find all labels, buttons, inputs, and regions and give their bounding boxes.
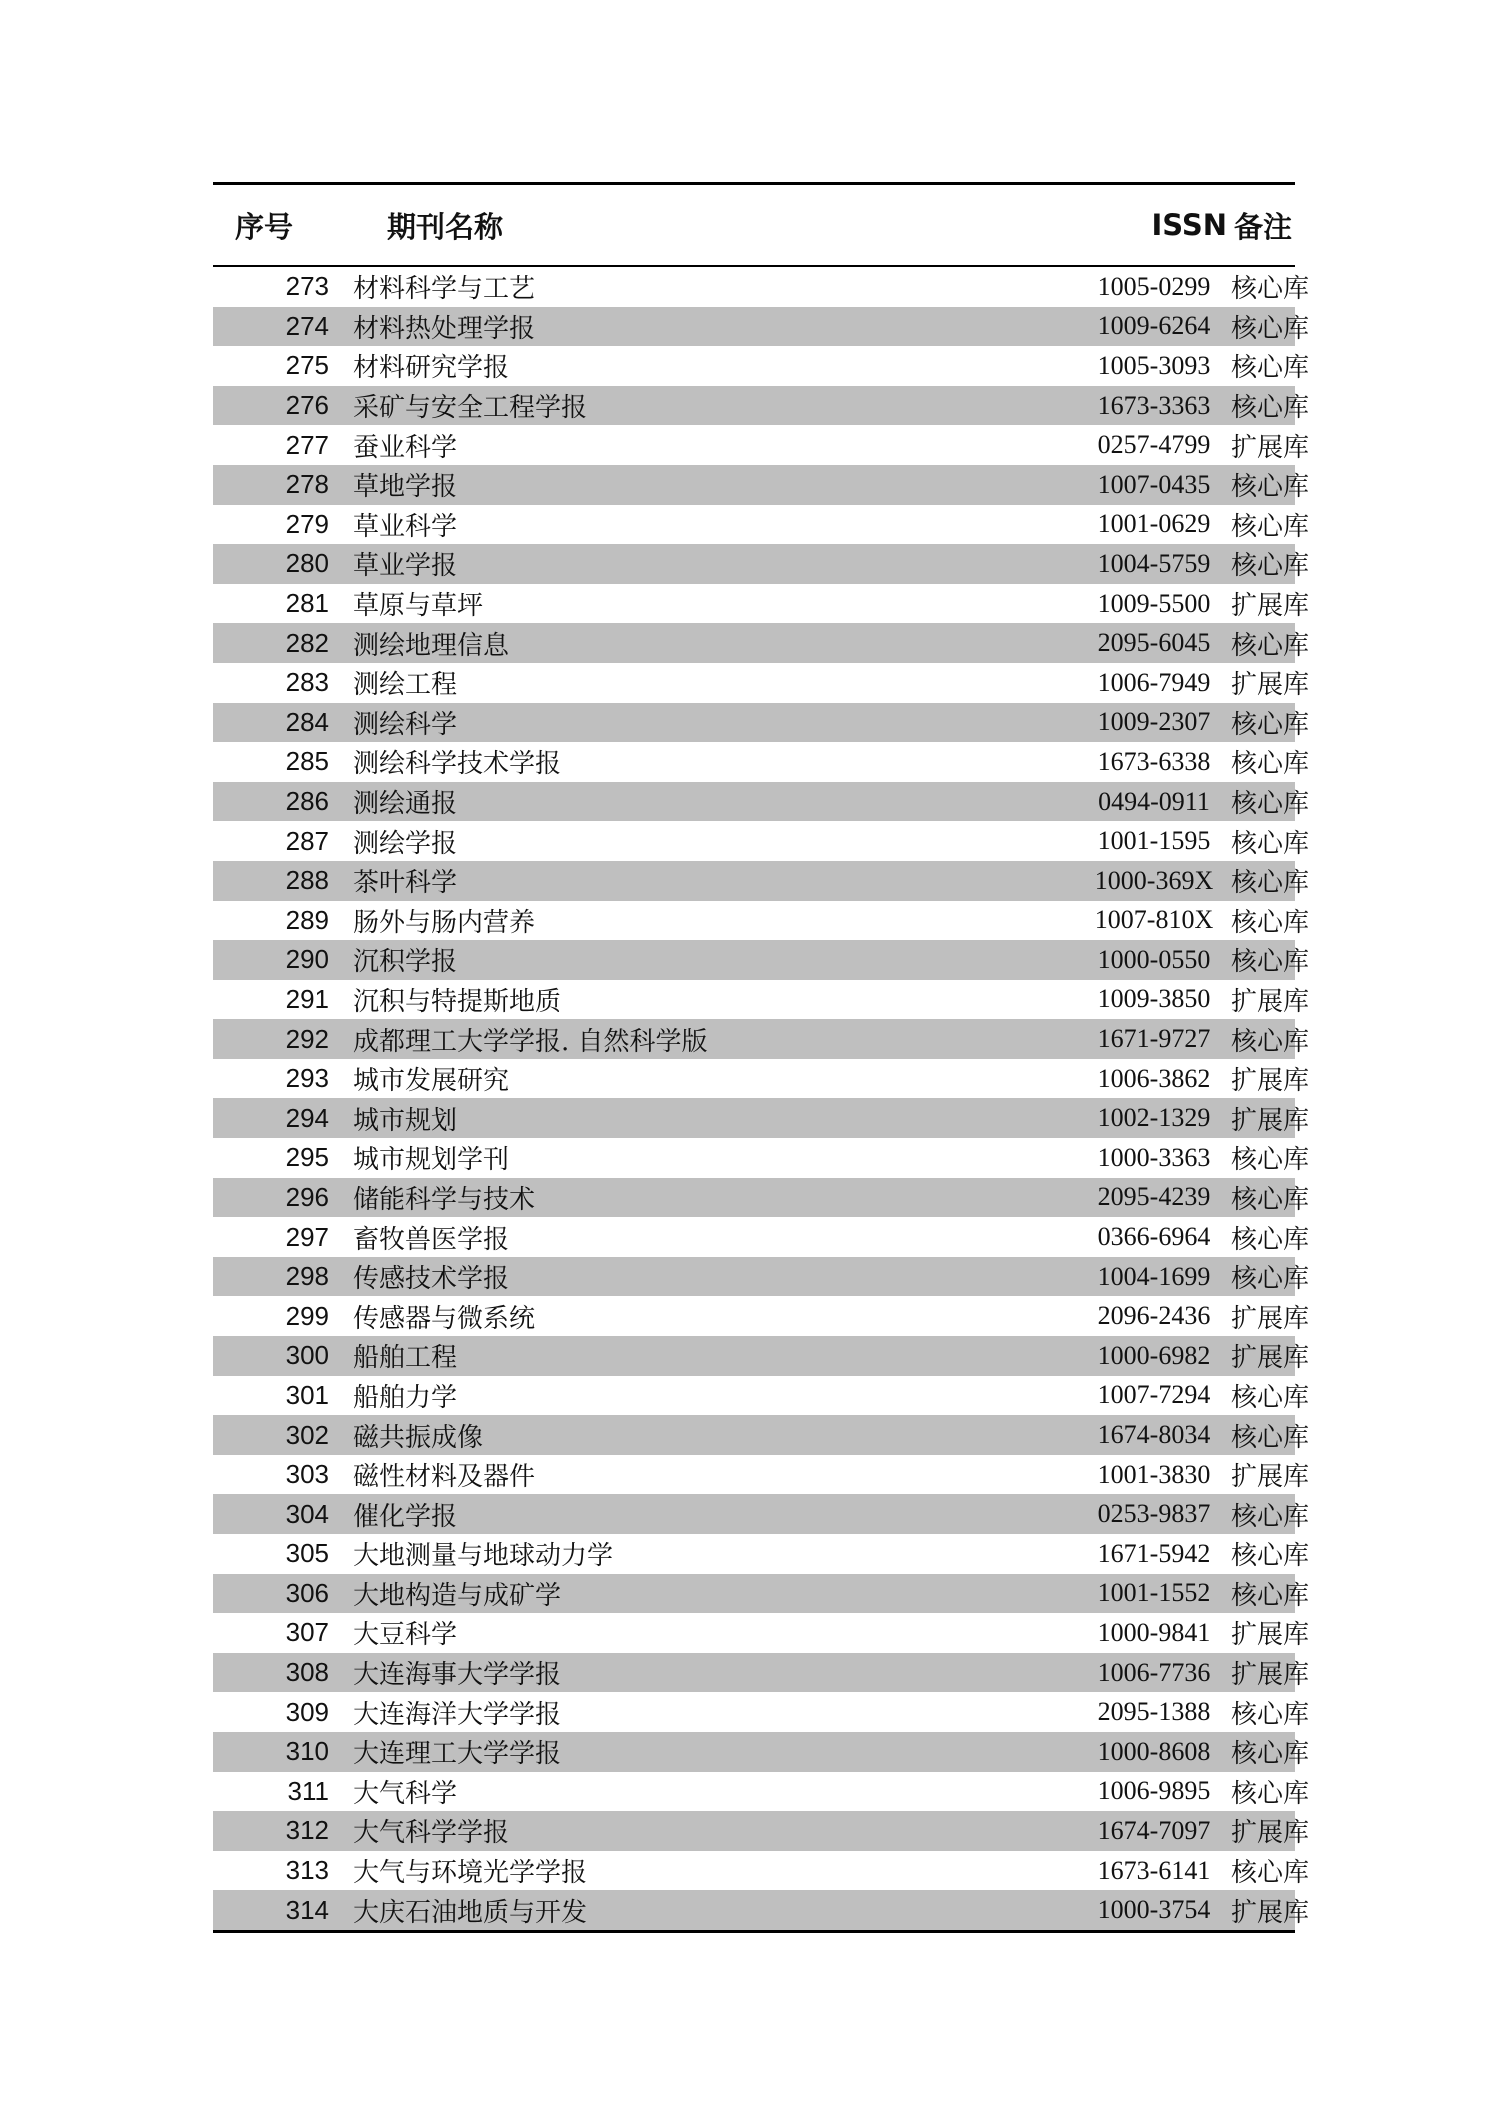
journal-name-cell: 催化学报 bbox=[335, 1494, 1077, 1534]
serial-number-cell: 307 bbox=[285, 1617, 329, 1648]
table-row bbox=[213, 980, 1295, 1020]
issn-cell: 1007-810X bbox=[1094, 905, 1214, 935]
remark-cell: 扩展库 bbox=[1231, 1303, 1310, 1334]
journal-name-cell: 测绘科学 bbox=[335, 703, 1077, 743]
journal-name-cell: 成都理工大学学报. 自然科学版 bbox=[335, 1019, 1077, 1059]
issn-cell: 1004-5759 bbox=[1077, 544, 1231, 584]
remark-cell: 扩展库 bbox=[1231, 1462, 1310, 1493]
issn-cell: 1673-6141 bbox=[1097, 1855, 1211, 1885]
journal-name-cell: 沉积学报 bbox=[335, 940, 1077, 980]
table-row bbox=[213, 703, 1295, 743]
serial-number-cell: 288 bbox=[213, 861, 335, 901]
table-row bbox=[213, 940, 1295, 980]
serial-number-cell: 301 bbox=[285, 1379, 329, 1410]
table-row bbox=[213, 1059, 1295, 1099]
table-row bbox=[213, 1494, 1295, 1534]
issn-cell: 1005-0299 bbox=[1097, 271, 1211, 301]
journal-name-cell: 测绘工程 bbox=[353, 670, 458, 701]
journal-name-cell: 测绘地理信息 bbox=[335, 623, 1077, 663]
serial-number-cell: 313 bbox=[285, 1855, 329, 1886]
header-row bbox=[213, 184, 1295, 267]
serial-number-cell: 275 bbox=[285, 350, 329, 381]
remark-cell: 核心库 bbox=[1231, 511, 1310, 542]
serial-number-cell: 291 bbox=[285, 983, 329, 1014]
issn-cell: 1001-1595 bbox=[1097, 826, 1211, 856]
table-row bbox=[213, 1851, 1295, 1891]
serial-number-cell: 310 bbox=[213, 1732, 335, 1772]
remark-cell: 扩展库 bbox=[1231, 670, 1310, 701]
remark-cell: 核心库 bbox=[1231, 1382, 1310, 1413]
issn-cell: 2095-1388 bbox=[1097, 1697, 1211, 1727]
header-serial-number: 序号 bbox=[213, 184, 335, 267]
journal-name-cell: 大豆科学 bbox=[353, 1620, 458, 1651]
issn-cell: 1009-3850 bbox=[1097, 984, 1211, 1014]
table-row bbox=[213, 1098, 1295, 1138]
remark-cell: 核心库 bbox=[1231, 1541, 1310, 1572]
table-row bbox=[213, 1455, 1295, 1495]
table-row bbox=[213, 465, 1295, 505]
table-row bbox=[213, 901, 1295, 941]
serial-number-cell: 294 bbox=[213, 1098, 335, 1138]
remark-cell: 核心库 bbox=[1231, 1858, 1310, 1889]
table-row bbox=[213, 1534, 1295, 1574]
remark-cell: 扩展库 bbox=[1231, 1653, 1295, 1693]
remark-cell: 扩展库 bbox=[1231, 432, 1310, 463]
remark-cell: 扩展库 bbox=[1231, 1890, 1295, 1931]
table-row bbox=[213, 1692, 1295, 1732]
remark-cell: 扩展库 bbox=[1231, 1811, 1295, 1851]
serial-number-cell: 277 bbox=[285, 429, 329, 460]
journal-name-cell: 材料科学与工艺 bbox=[353, 274, 536, 305]
issn-cell: 1006-7736 bbox=[1077, 1653, 1231, 1693]
journal-name-cell: 城市规划学刊 bbox=[353, 1145, 510, 1176]
serial-number-cell: 279 bbox=[285, 508, 329, 539]
table-row bbox=[213, 1257, 1295, 1297]
table-row bbox=[213, 307, 1295, 347]
journal-name-cell: 大连海事大学学报 bbox=[335, 1653, 1077, 1693]
issn-cell: 1673-6338 bbox=[1097, 746, 1211, 776]
table-row bbox=[213, 584, 1295, 624]
serial-number-cell: 309 bbox=[285, 1696, 329, 1727]
issn-cell: 1674-7097 bbox=[1077, 1811, 1231, 1851]
serial-number-cell: 297 bbox=[285, 1221, 329, 1252]
remark-cell: 核心库 bbox=[1231, 1699, 1310, 1730]
remark-cell: 核心库 bbox=[1231, 353, 1310, 384]
serial-number-cell: 293 bbox=[285, 1063, 329, 1094]
remark-cell: 核心库 bbox=[1231, 782, 1295, 822]
journal-name-cell: 材料热处理学报 bbox=[335, 307, 1077, 347]
table-row bbox=[213, 782, 1295, 822]
journal-table bbox=[213, 182, 1310, 1933]
table-row bbox=[213, 1653, 1295, 1693]
serial-number-cell: 292 bbox=[213, 1019, 335, 1059]
serial-number-cell: 303 bbox=[285, 1459, 329, 1490]
table-row bbox=[213, 861, 1295, 901]
serial-number-cell: 281 bbox=[285, 588, 329, 619]
serial-number-cell: 312 bbox=[213, 1811, 335, 1851]
remark-cell: 核心库 bbox=[1231, 623, 1295, 663]
table-row bbox=[213, 623, 1295, 663]
issn-cell: 1001-0629 bbox=[1097, 509, 1211, 539]
issn-cell: 1000-3754 bbox=[1077, 1890, 1231, 1931]
table-row bbox=[213, 742, 1295, 782]
issn-cell: 1001-3830 bbox=[1097, 1459, 1211, 1489]
serial-number-cell: 283 bbox=[285, 667, 329, 698]
issn-cell: 1007-7294 bbox=[1097, 1380, 1211, 1410]
serial-number-cell: 308 bbox=[213, 1653, 335, 1693]
serial-number-cell: 300 bbox=[213, 1336, 335, 1376]
table-row bbox=[213, 1732, 1295, 1772]
serial-number-cell: 305 bbox=[285, 1538, 329, 1569]
journal-name-cell: 磁共振成像 bbox=[335, 1415, 1077, 1455]
issn-cell: 1007-0435 bbox=[1077, 465, 1231, 505]
remark-cell: 核心库 bbox=[1231, 1257, 1295, 1297]
remark-cell: 核心库 bbox=[1231, 307, 1295, 347]
remark-cell: 核心库 bbox=[1231, 544, 1295, 584]
issn-cell: 2096-2436 bbox=[1097, 1301, 1211, 1331]
header-remark: 备注 bbox=[1231, 184, 1295, 267]
remark-cell: 扩展库 bbox=[1231, 986, 1310, 1017]
journal-name-cell: 磁性材料及器件 bbox=[353, 1462, 536, 1493]
issn-cell: 1000-8608 bbox=[1077, 1732, 1231, 1772]
issn-cell: 2095-4239 bbox=[1077, 1178, 1231, 1218]
journal-name-cell: 草业学报 bbox=[335, 544, 1077, 584]
remark-cell: 核心库 bbox=[1231, 386, 1295, 426]
table-row bbox=[213, 1138, 1295, 1178]
table-row bbox=[213, 1772, 1295, 1812]
serial-number-cell: 285 bbox=[285, 746, 329, 777]
remark-cell: 核心库 bbox=[1231, 1224, 1310, 1255]
table-row bbox=[213, 1217, 1295, 1257]
remark-cell: 核心库 bbox=[1231, 1019, 1295, 1059]
issn-cell: 1005-3093 bbox=[1097, 350, 1211, 380]
remark-cell: 核心库 bbox=[1231, 940, 1295, 980]
table-row bbox=[213, 1019, 1295, 1059]
table-row bbox=[213, 1178, 1295, 1218]
issn-cell: 1006-7949 bbox=[1097, 667, 1211, 697]
issn-cell: 1006-9895 bbox=[1097, 1776, 1211, 1806]
table-row bbox=[213, 1574, 1295, 1614]
remark-cell: 扩展库 bbox=[1231, 1620, 1310, 1651]
issn-cell: 1002-1329 bbox=[1077, 1098, 1231, 1138]
issn-cell: 1009-2307 bbox=[1077, 703, 1231, 743]
issn-cell: 2095-6045 bbox=[1077, 623, 1231, 663]
issn-cell: 1000-3363 bbox=[1097, 1142, 1211, 1172]
journal-name-cell: 大连海洋大学学报 bbox=[353, 1699, 562, 1730]
issn-cell: 0366-6964 bbox=[1097, 1222, 1211, 1252]
issn-cell: 1000-369X bbox=[1077, 861, 1231, 901]
journal-name-cell: 蚕业科学 bbox=[353, 432, 458, 463]
serial-number-cell: 274 bbox=[213, 307, 335, 347]
table-row bbox=[213, 1811, 1295, 1851]
remark-cell: 扩展库 bbox=[1231, 1098, 1295, 1138]
issn-cell: 1674-8034 bbox=[1077, 1415, 1231, 1455]
serial-number-cell: 302 bbox=[213, 1415, 335, 1455]
issn-cell: 1673-3363 bbox=[1077, 386, 1231, 426]
remark-cell: 核心库 bbox=[1231, 1415, 1295, 1455]
table-row bbox=[213, 1415, 1295, 1455]
serial-number-cell: 289 bbox=[285, 904, 329, 935]
issn-cell: 1006-3862 bbox=[1097, 1063, 1211, 1093]
journal-name-cell: 测绘学报 bbox=[353, 828, 458, 859]
serial-number-cell: 287 bbox=[285, 825, 329, 856]
serial-number-cell: 276 bbox=[213, 386, 335, 426]
issn-cell: 0257-4799 bbox=[1097, 430, 1211, 460]
issn-cell: 1001-1552 bbox=[1077, 1574, 1231, 1614]
remark-cell: 核心库 bbox=[1231, 861, 1295, 901]
issn-cell: 1671-5942 bbox=[1097, 1538, 1211, 1568]
journal-name-cell: 采矿与安全工程学报 bbox=[335, 386, 1077, 426]
table-row bbox=[213, 346, 1295, 386]
serial-number-cell: 280 bbox=[213, 544, 335, 584]
remark-cell: 扩展库 bbox=[1231, 591, 1310, 622]
remark-cell: 扩展库 bbox=[1231, 1336, 1295, 1376]
serial-number-cell: 311 bbox=[287, 1775, 329, 1806]
header-issn: ISSN bbox=[1077, 184, 1231, 267]
remark-cell: 核心库 bbox=[1231, 907, 1310, 938]
issn-cell: 1671-9727 bbox=[1077, 1019, 1231, 1059]
journal-name-cell: 城市规划 bbox=[335, 1098, 1077, 1138]
remark-cell: 核心库 bbox=[1231, 1145, 1310, 1176]
remark-cell: 核心库 bbox=[1231, 703, 1295, 743]
serial-number-cell: 296 bbox=[213, 1178, 335, 1218]
journal-name-cell: 储能科学与技术 bbox=[335, 1178, 1077, 1218]
remark-cell: 扩展库 bbox=[1231, 1066, 1310, 1097]
table-row bbox=[213, 1613, 1295, 1653]
serial-number-cell: 304 bbox=[213, 1494, 335, 1534]
journal-name-cell: 大气科学学报 bbox=[335, 1811, 1077, 1851]
table-body bbox=[213, 266, 1310, 1931]
table-row bbox=[213, 505, 1295, 545]
journal-name-cell: 肠外与肠内营养 bbox=[353, 907, 536, 938]
table-row bbox=[213, 663, 1295, 703]
table-row bbox=[213, 1376, 1295, 1416]
journal-name-cell: 测绘通报 bbox=[335, 782, 1077, 822]
journal-name-cell: 传感器与微系统 bbox=[353, 1303, 536, 1334]
serial-number-cell: 282 bbox=[213, 623, 335, 663]
journal-name-cell: 草地学报 bbox=[335, 465, 1077, 505]
table-header bbox=[213, 184, 1295, 267]
journal-name-cell: 草原与草坪 bbox=[353, 591, 484, 622]
serial-number-cell: 295 bbox=[285, 1142, 329, 1173]
serial-number-cell: 278 bbox=[213, 465, 335, 505]
issn-cell: 1004-1699 bbox=[1077, 1257, 1231, 1297]
remark-cell: 核心库 bbox=[1231, 1494, 1295, 1534]
remark-cell: 核心库 bbox=[1231, 828, 1310, 859]
journal-name-cell: 城市发展研究 bbox=[353, 1066, 510, 1097]
serial-number-cell: 306 bbox=[213, 1574, 335, 1614]
serial-number-cell: 298 bbox=[213, 1257, 335, 1297]
journal-name-cell: 茶叶科学 bbox=[335, 861, 1077, 901]
serial-number-cell: 286 bbox=[213, 782, 335, 822]
journal-name-cell: 大地构造与成矿学 bbox=[335, 1574, 1077, 1614]
table-row bbox=[213, 1890, 1295, 1931]
journal-name-cell: 测绘科学技术学报 bbox=[353, 749, 562, 780]
table-row bbox=[213, 544, 1295, 584]
journal-name-cell: 材料研究学报 bbox=[353, 353, 510, 384]
remark-cell: 核心库 bbox=[1231, 1732, 1295, 1772]
issn-cell: 1000-6982 bbox=[1077, 1336, 1231, 1376]
serial-number-cell: 284 bbox=[213, 703, 335, 743]
issn-cell: 1000-9841 bbox=[1097, 1617, 1211, 1647]
table-row bbox=[213, 425, 1295, 465]
remark-cell: 核心库 bbox=[1231, 749, 1310, 780]
table-row bbox=[213, 1296, 1295, 1336]
journal-name-cell: 传感技术学报 bbox=[335, 1257, 1077, 1297]
table-row bbox=[213, 821, 1295, 861]
issn-cell: 0494-0911 bbox=[1077, 782, 1231, 822]
journal-name-cell: 船舶力学 bbox=[353, 1382, 458, 1413]
table-row bbox=[213, 386, 1295, 426]
journal-name-cell: 沉积与特提斯地质 bbox=[353, 986, 562, 1017]
journal-name-cell: 大庆石油地质与开发 bbox=[335, 1890, 1077, 1931]
issn-cell: 1000-0550 bbox=[1077, 940, 1231, 980]
remark-cell: 核心库 bbox=[1231, 1778, 1310, 1809]
serial-number-cell: 299 bbox=[285, 1300, 329, 1331]
serial-number-cell: 290 bbox=[213, 940, 335, 980]
journal-name-cell: 大地测量与地球动力学 bbox=[353, 1541, 614, 1572]
journal-name-cell: 大连理工大学学报 bbox=[335, 1732, 1077, 1772]
remark-cell: 核心库 bbox=[1231, 1574, 1295, 1614]
remark-cell: 核心库 bbox=[1231, 465, 1295, 505]
issn-cell: 1009-6264 bbox=[1077, 307, 1231, 347]
serial-number-cell: 314 bbox=[213, 1890, 335, 1931]
table-row bbox=[213, 266, 1295, 307]
issn-cell: 1009-5500 bbox=[1097, 588, 1211, 618]
remark-cell: 核心库 bbox=[1231, 274, 1310, 305]
issn-cell: 0253-9837 bbox=[1077, 1494, 1231, 1534]
serial-number-cell: 273 bbox=[285, 271, 329, 302]
journal-name-cell: 畜牧兽医学报 bbox=[353, 1224, 510, 1255]
remark-cell: 核心库 bbox=[1231, 1178, 1295, 1218]
header-journal-name: 期刊名称 bbox=[335, 184, 1077, 267]
journal-name-cell: 大气科学 bbox=[353, 1778, 458, 1809]
journal-name-cell: 大气与环境光学学报 bbox=[353, 1858, 588, 1889]
table-row bbox=[213, 1336, 1295, 1376]
journal-name-cell: 船舶工程 bbox=[335, 1336, 1077, 1376]
journal-name-cell: 草业科学 bbox=[353, 511, 458, 542]
